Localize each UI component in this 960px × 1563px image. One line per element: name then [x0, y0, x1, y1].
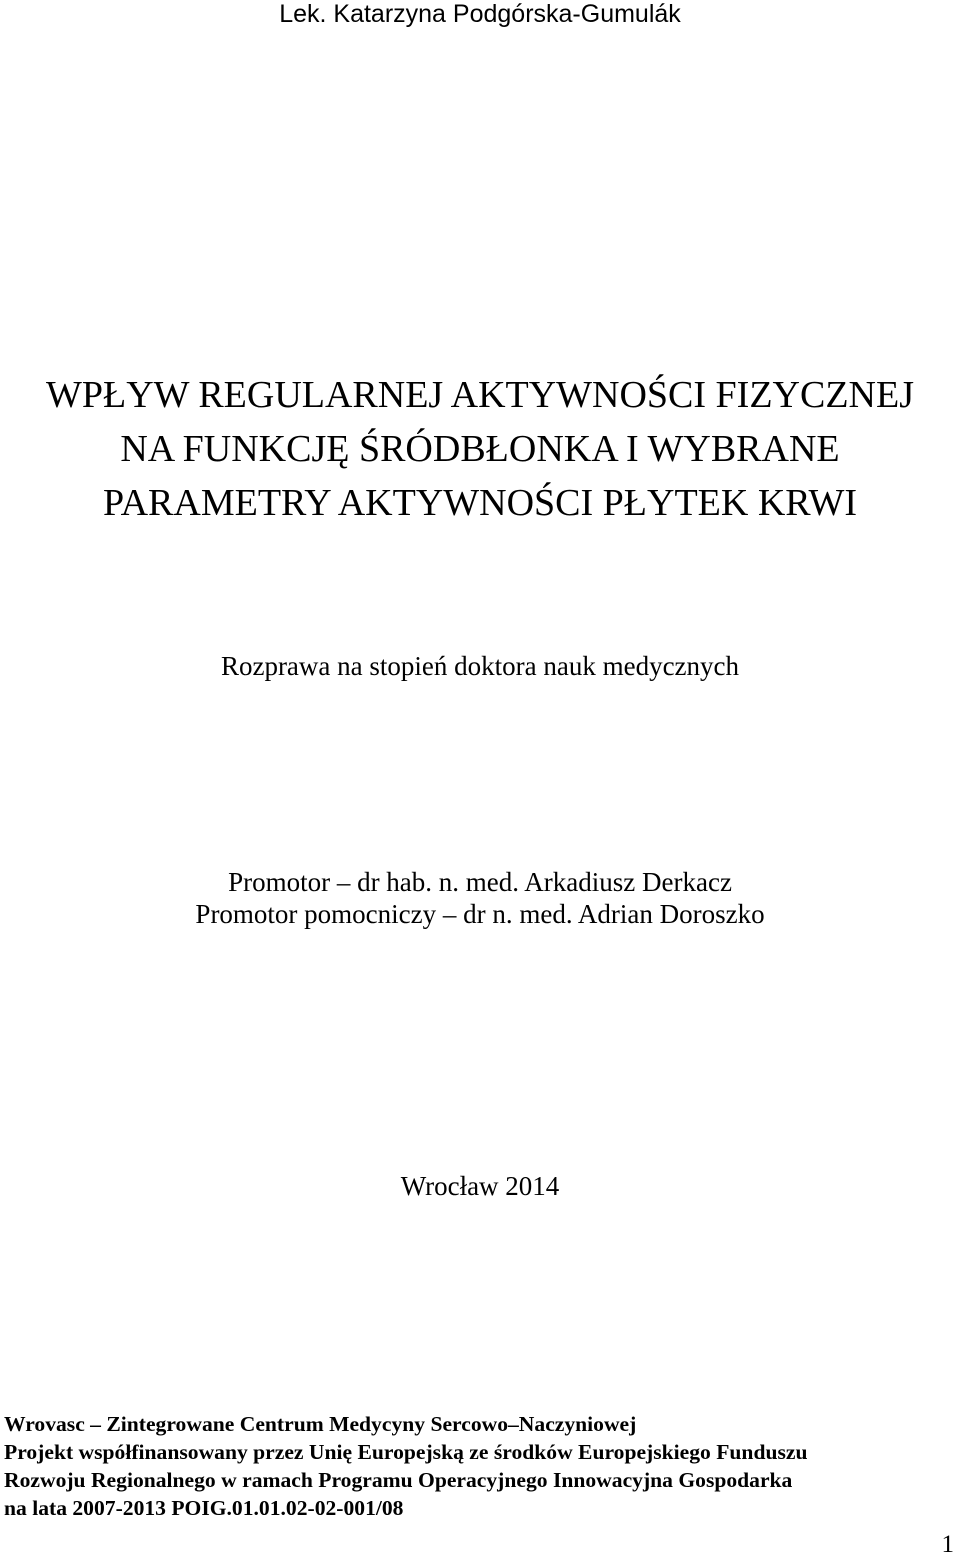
promoters-block	[0, 866, 960, 930]
footer-line-1: Wrovasc – Zintegrowane Centrum Medycyny Sercowo–Naczyniowej	[4, 1412, 637, 1436]
assistant-promotor-line: Promotor pomocniczy – dr n. med. Adrian Doroszko	[195, 899, 765, 929]
place-and-year: Wrocław 2014	[400, 1171, 560, 1201]
thesis-title	[0, 368, 960, 530]
footer-line-2: Projekt współfinansowany przez Unię Europejską ze środków Europejskiego Funduszu	[4, 1440, 808, 1464]
promotor-line: Promotor – dr hab. n. med. Arkadiusz Derkacz	[228, 867, 732, 897]
thesis-title-line-2: NA FUNKCJĘ ŚRÓDBŁONKA I WYBRANE	[120, 428, 840, 470]
author-name: Lek. Katarzyna Podgórska-Gumulák	[279, 0, 681, 28]
page-number: 1	[941, 1531, 954, 1558]
thesis-subtitle: Rozprawa na stopień doktora nauk medycznych	[220, 651, 740, 681]
footer-line-3: Rozwoju Regionalnego w ramach Programu Operacyjnego Innowacyjna Gospodarka	[4, 1468, 793, 1492]
footer-line-4: na lata 2007-2013 POIG.01.01.02-02-001/08	[4, 1496, 404, 1520]
thesis-title-line-1: WPŁYW REGULARNEJ AKTYWNOŚCI FIZYCZNEJ	[46, 374, 914, 416]
thesis-title-line-3: PARAMETRY AKTYWNOŚCI PŁYTEK KRWI	[102, 482, 858, 524]
funding-footer	[4, 1410, 956, 1522]
